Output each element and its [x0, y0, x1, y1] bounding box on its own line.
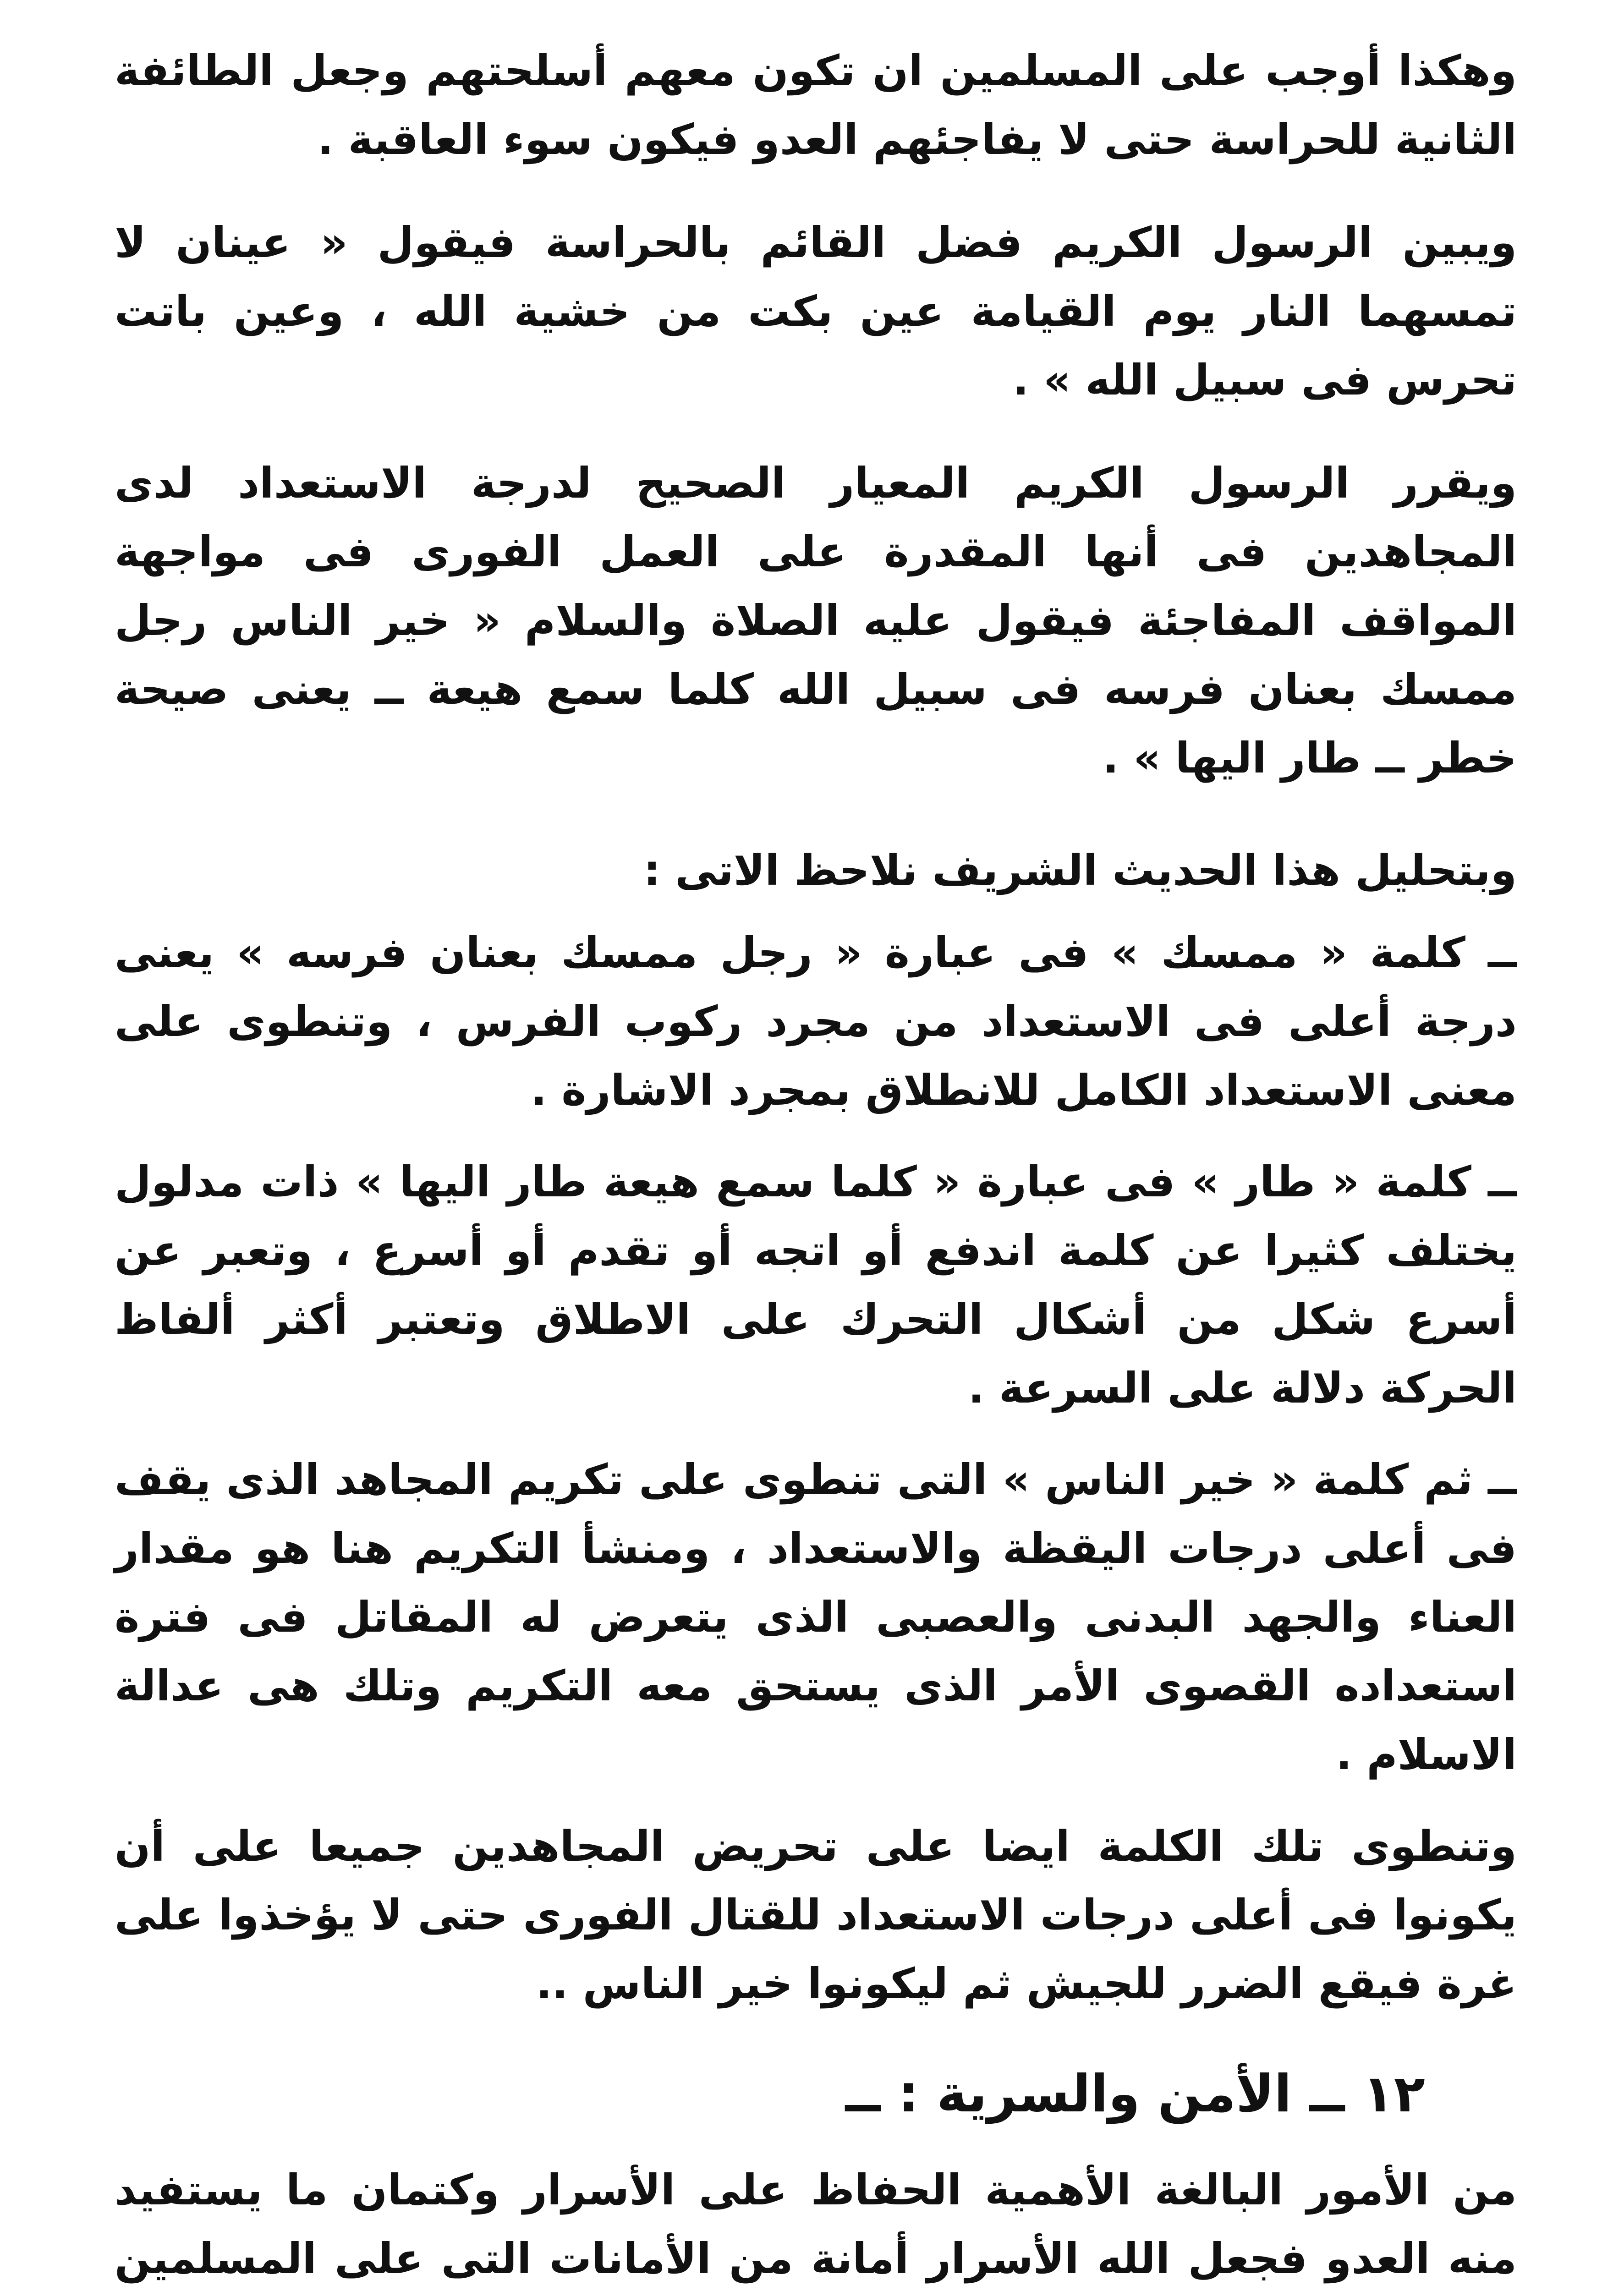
section-heading-security: ١٢ ــ الأمن والسرية : ــ: [845, 2064, 1425, 2124]
paragraph-readiness-standard: ويقرر الرسول الكريم المعيار الصحيح لدرجة الاستعداد لدى المجاهدين فى أنها المقدرة على العمل الفورى فى مواجهة المواقف المفاجئة فيقول عليه الصلاة والسلام « خير الناس رجل ممسك بعنان فرسه فى سبيل الله كلما سمع هيعة ــ يعنى صيحة خطر ــ طار اليها » .: [115, 459, 1517, 783]
paragraph-secrets-trust: من الأمور البالغة الأهمية الحفاظ على الأسرار وكتمان ما يستفيد منه العدو فجعل الله الأسرار أمانة من الأمانات التى على المسلمين: [115, 2165, 1517, 2283]
paragraph-incitement: وتنطوى تلك الكلمة ايضا على تحريض المجاهدين جميعا على أن يكونوا فى أعلى درجات الاستعداد للقتال الفورى حتى لا يؤخذوا على غرة فيقع الضرر للجيش ثم ليكونوا خير الناس ..: [115, 1822, 1517, 2008]
paragraph-analysis-intro: وبتحليل هذا الحديث الشريف نلاحظ الاتى :: [643, 846, 1517, 895]
paragraph-best-of-people: ــ ثم كلمة « خير الناس » التى تنطوى على تكريم المجاهد الذى يقف فى أعلى درجات اليقظة والاستعداد ، ومنشأ التكريم هنا هو مقدار العناء والجهد البدنى والعصبى الذى يتعرض له المقاتل فى فترة استعداده القصوى الأمر الذى يستحق معه التكريم وتلك هى عدالة الاسلام .: [115, 1455, 1517, 1779]
body-text: [115, 37, 1517, 2291]
paragraph-armed-guard: وهكذا أوجب على المسلمين ان تكون معهم أسلحتهم وجعل الطائفة الثانية للحراسة حتى لا يفاجئهم العدو فيكون سوء العاقبة .: [115, 46, 1517, 164]
paragraph-guarding-virtue: ويبين الرسول الكريم فضل القائم بالحراسة فيقول « عينان لا تمسهما النار يوم القيامة عين بكت من خشية الله ، وعين باتت تحرس فى سبيل الله » .: [115, 218, 1517, 405]
paragraph-word-flew: ــ كلمة « طار » فى عبارة « كلما سمع هيعة طار اليها » ذات مدلول يختلف كثيرا عن كلمة اندفع أو اتجه أو تقدم أو أسرع ، وتعبر عن أسرع شكل من أشكال التحرك على الاطلاق وتعتبر أكثر ألفاظ الحركة دلالة على السرعة .: [115, 1157, 1517, 1413]
paragraph-word-holding: ــ كلمة « ممسك » فى عبارة « رجل ممسك بعنان فرسه » يعنى درجة أعلى فى الاستعداد من مجرد ركوب الفرس ، وتنطوى على معنى الاستعداد الكامل للانطلاق بمجرد الاشارة .: [115, 928, 1517, 1115]
